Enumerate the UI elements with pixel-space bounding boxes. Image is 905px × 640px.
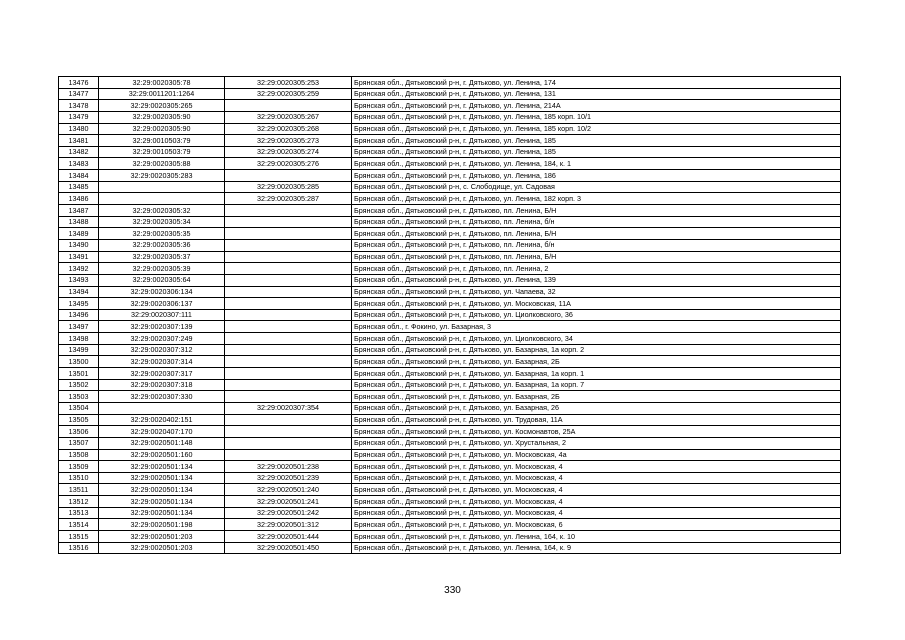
address-cell: Брянская обл., Дятьковский р-н, г. Дятьково, ул. Московская, 4 [352, 507, 841, 519]
table-row [59, 111, 841, 123]
row-number-cell: 13507 [59, 437, 99, 449]
linked-cadastral-number-cell [225, 286, 352, 298]
row-number-cell: 13493 [59, 274, 99, 286]
row-number-cell: 13484 [59, 170, 99, 182]
linked-cadastral-number-cell: 32:29:0020501:241 [225, 496, 352, 508]
address-cell: Брянская обл., Дятьковский р-н, г. Дятьково, ул. Московская, 4 [352, 461, 841, 473]
address-cell: Брянская обл., Дятьковский р-н, г. Дятьково, ул. Ленина, 186 [352, 170, 841, 182]
linked-cadastral-number-cell: 32:29:0020305:274 [225, 146, 352, 158]
cadastral-number-cell [99, 193, 225, 205]
table-row [59, 146, 841, 158]
cadastral-number-cell: 32:29:0020305:39 [99, 263, 225, 275]
address-cell: Брянская обл., Дятьковский р-н, г. Дятьково, ул. Ленина, 182 корп. 3 [352, 193, 841, 205]
linked-cadastral-number-cell [225, 414, 352, 426]
cadastral-number-cell: 32:29:0020306:137 [99, 298, 225, 310]
cadastral-number-cell: 32:29:0020305:34 [99, 216, 225, 228]
address-cell: Брянская обл., Дятьковский р-н, г. Дятьково, ул. Базарная, 1а корп. 7 [352, 379, 841, 391]
linked-cadastral-number-cell: 32:29:0020501:444 [225, 530, 352, 542]
row-number-cell: 13492 [59, 263, 99, 275]
row-number-cell: 13515 [59, 530, 99, 542]
row-number-cell: 13487 [59, 205, 99, 217]
table-row [59, 379, 841, 391]
cadastral-number-cell: 32:29:0020402:151 [99, 414, 225, 426]
table-row [59, 274, 841, 286]
row-number-cell: 13508 [59, 449, 99, 461]
cadastral-number-cell: 32:29:0020407:170 [99, 426, 225, 438]
linked-cadastral-number-cell [225, 368, 352, 380]
address-cell: Брянская обл., Дятьковский р-н, г. Дятьково, ул. Ленина, 185 [352, 146, 841, 158]
cadastral-number-cell: 32:29:0020307:111 [99, 309, 225, 321]
linked-cadastral-number-cell [225, 170, 352, 182]
address-cell: Брянская обл., Дятьковский р-н, г. Дятьково, ул. Ленина, 185 корп. 10/2 [352, 123, 841, 135]
address-cell: Брянская обл., Дятьковский р-н, г. Дятьково, ул. Ленина, 139 [352, 274, 841, 286]
cadastral-number-cell: 32:29:0020501:134 [99, 461, 225, 473]
table-row [59, 135, 841, 147]
row-number-cell: 13483 [59, 158, 99, 170]
cadastral-number-cell: 32:29:0020307:139 [99, 321, 225, 333]
cadastral-number-cell: 32:29:0020501:148 [99, 437, 225, 449]
address-cell: Брянская обл., Дятьковский р-н, г. Дятьково, ул. Базарная, 1а корп. 2 [352, 344, 841, 356]
cadastral-number-cell: 32:29:0020501:160 [99, 449, 225, 461]
address-cell: Брянская обл., Дятьковский р-н, г. Дятьково, ул. Хрустальная, 2 [352, 437, 841, 449]
cadastral-number-cell: 32:29:0020307:330 [99, 391, 225, 403]
address-cell: Брянская обл., Дятьковский р-н, г. Дятьково, ул. Базарная, 2Б [352, 356, 841, 368]
address-cell: Брянская обл., Дятьковский р-н, г. Дятьково, пл. Ленина, Б/Н [352, 228, 841, 240]
cadastral-number-cell: 32:29:0020307:318 [99, 379, 225, 391]
row-number-cell: 13495 [59, 298, 99, 310]
address-cell: Брянская обл., Дятьковский р-н, г. Дятьково, ул. Базарная, 26 [352, 402, 841, 414]
address-cell: Брянская обл., Дятьковский р-н, с. Слободище, ул. Садовая [352, 181, 841, 193]
row-number-cell: 13489 [59, 228, 99, 240]
row-number-cell: 13477 [59, 88, 99, 100]
cadastral-number-cell: 32:29:0020501:134 [99, 507, 225, 519]
cadastral-number-cell: 32:29:0020307:312 [99, 344, 225, 356]
cadastral-number-cell: 32:29:0020307:317 [99, 368, 225, 380]
row-number-cell: 13502 [59, 379, 99, 391]
cadastral-number-cell: 32:29:0020501:134 [99, 472, 225, 484]
cadastral-number-cell: 32:29:0020306:134 [99, 286, 225, 298]
linked-cadastral-number-cell: 32:29:0020501:240 [225, 484, 352, 496]
address-cell: Брянская обл., Дятьковский р-н, г. Дятьково, ул. Ленина, 174 [352, 77, 841, 89]
row-number-cell: 13504 [59, 402, 99, 414]
row-number-cell: 13505 [59, 414, 99, 426]
table-row [59, 286, 841, 298]
linked-cadastral-number-cell [225, 344, 352, 356]
registry-table [58, 76, 841, 554]
table-row [59, 496, 841, 508]
address-cell: Брянская обл., г. Фокино, ул. Базарная, 3 [352, 321, 841, 333]
address-cell: Брянская обл., Дятьковский р-н, г. Дятьково, ул. Базарная, 1а корп. 1 [352, 368, 841, 380]
cadastral-number-cell: 32:29:0020305:90 [99, 123, 225, 135]
cadastral-number-cell: 32:29:0020501:134 [99, 496, 225, 508]
address-cell: Брянская обл., Дятьковский р-н, г. Дятьково, ул. Ленина, 214А [352, 100, 841, 112]
address-cell: Брянская обл., Дятьковский р-н, г. Дятьково, пл. Ленина, 2 [352, 263, 841, 275]
table-row [59, 216, 841, 228]
table-row [59, 205, 841, 217]
cadastral-number-cell: 32:29:0020501:198 [99, 519, 225, 531]
linked-cadastral-number-cell [225, 321, 352, 333]
linked-cadastral-number-cell [225, 309, 352, 321]
cadastral-number-cell: 32:29:0020305:265 [99, 100, 225, 112]
linked-cadastral-number-cell [225, 239, 352, 251]
row-number-cell: 13480 [59, 123, 99, 135]
table-row [59, 321, 841, 333]
linked-cadastral-number-cell [225, 426, 352, 438]
row-number-cell: 13476 [59, 77, 99, 89]
cadastral-number-cell: 32:29:0010503:79 [99, 135, 225, 147]
table-row [59, 123, 841, 135]
row-number-cell: 13514 [59, 519, 99, 531]
linked-cadastral-number-cell [225, 379, 352, 391]
cadastral-number-cell: 32:29:0020305:35 [99, 228, 225, 240]
table-row [59, 344, 841, 356]
table-row [59, 298, 841, 310]
row-number-cell: 13488 [59, 216, 99, 228]
table-row [59, 402, 841, 414]
address-cell: Брянская обл., Дятьковский р-н, г. Дятьково, ул. Московская, 4 [352, 484, 841, 496]
address-cell: Брянская обл., Дятьковский р-н, г. Дятьково, ул. Циолковского, 36 [352, 309, 841, 321]
address-cell: Брянская обл., Дятьковский р-н, г. Дятьково, ул. Ленина, 164, к. 10 [352, 530, 841, 542]
address-cell: Брянская обл., Дятьковский р-н, г. Дятьково, ул. Московская, 11А [352, 298, 841, 310]
address-cell: Брянская обл., Дятьковский р-н, г. Дятьково, ул. Ленина, 185 корп. 10/1 [352, 111, 841, 123]
linked-cadastral-number-cell [225, 437, 352, 449]
cadastral-number-cell: 32:29:0020305:64 [99, 274, 225, 286]
linked-cadastral-number-cell: 32:29:0020307:354 [225, 402, 352, 414]
row-number-cell: 13497 [59, 321, 99, 333]
address-cell: Брянская обл., Дятьковский р-н, г. Дятьково, пл. Ленина, б/н [352, 239, 841, 251]
address-cell: Брянская обл., Дятьковский р-н, г. Дятьково, ул. Московская, 4 [352, 472, 841, 484]
cadastral-number-cell: 32:29:0020307:249 [99, 333, 225, 345]
row-number-cell: 13485 [59, 181, 99, 193]
row-number-cell: 13490 [59, 239, 99, 251]
row-number-cell: 13498 [59, 333, 99, 345]
address-cell: Брянская обл., Дятьковский р-н, г. Дятьково, ул. Московская, 4а [352, 449, 841, 461]
row-number-cell: 13479 [59, 111, 99, 123]
cadastral-number-cell: 32:29:0020305:283 [99, 170, 225, 182]
table-row [59, 251, 841, 263]
table-row [59, 77, 841, 89]
table-row [59, 484, 841, 496]
linked-cadastral-number-cell: 32:29:0020305:253 [225, 77, 352, 89]
table-row [59, 437, 841, 449]
linked-cadastral-number-cell: 32:29:0020305:267 [225, 111, 352, 123]
address-cell: Брянская обл., Дятьковский р-н, г. Дятьково, ул. Московская, 6 [352, 519, 841, 531]
address-cell: Брянская обл., Дятьковский р-н, г. Дятьково, ул. Трудовая, 11А [352, 414, 841, 426]
table-row [59, 449, 841, 461]
row-number-cell: 13506 [59, 426, 99, 438]
table-row [59, 193, 841, 205]
linked-cadastral-number-cell: 32:29:0020501:242 [225, 507, 352, 519]
table-row [59, 100, 841, 112]
cadastral-number-cell [99, 181, 225, 193]
table-row [59, 519, 841, 531]
address-cell: Брянская обл., Дятьковский р-н, г. Дятьково, ул. Космонавтов, 25А [352, 426, 841, 438]
table-row [59, 391, 841, 403]
table-row [59, 228, 841, 240]
row-number-cell: 13516 [59, 542, 99, 554]
linked-cadastral-number-cell [225, 205, 352, 217]
table-row [59, 239, 841, 251]
table-row [59, 158, 841, 170]
cadastral-number-cell: 32:29:0020501:203 [99, 530, 225, 542]
row-number-cell: 13509 [59, 461, 99, 473]
linked-cadastral-number-cell: 32:29:0020305:273 [225, 135, 352, 147]
row-number-cell: 13481 [59, 135, 99, 147]
cadastral-number-cell: 32:29:0020501:134 [99, 484, 225, 496]
linked-cadastral-number-cell: 32:29:0020305:259 [225, 88, 352, 100]
table-row [59, 414, 841, 426]
row-number-cell: 13500 [59, 356, 99, 368]
table-row [59, 472, 841, 484]
cadastral-number-cell: 32:29:0020305:88 [99, 158, 225, 170]
table-row [59, 542, 841, 554]
linked-cadastral-number-cell: 32:29:0020305:285 [225, 181, 352, 193]
table-row [59, 426, 841, 438]
cadastral-number-cell: 32:29:0020305:37 [99, 251, 225, 263]
table-row [59, 356, 841, 368]
linked-cadastral-number-cell [225, 251, 352, 263]
table-row [59, 181, 841, 193]
linked-cadastral-number-cell [225, 228, 352, 240]
row-number-cell: 13510 [59, 472, 99, 484]
address-cell: Брянская обл., Дятьковский р-н, г. Дятьково, ул. Московская, 4 [352, 496, 841, 508]
address-cell: Брянская обл., Дятьковский р-н, г. Дятьково, ул. Ленина, 184, к. 1 [352, 158, 841, 170]
row-number-cell: 13501 [59, 368, 99, 380]
linked-cadastral-number-cell [225, 356, 352, 368]
linked-cadastral-number-cell: 32:29:0020501:239 [225, 472, 352, 484]
cadastral-number-cell: 32:29:0010503:79 [99, 146, 225, 158]
row-number-cell: 13503 [59, 391, 99, 403]
cadastral-number-cell: 32:29:0020305:78 [99, 77, 225, 89]
table-row [59, 368, 841, 380]
table-row [59, 333, 841, 345]
address-cell: Брянская обл., Дятьковский р-н, г. Дятьково, ул. Ленина, 131 [352, 88, 841, 100]
linked-cadastral-number-cell: 32:29:0020305:276 [225, 158, 352, 170]
address-cell: Брянская обл., Дятьковский р-н, г. Дятьково, пл. Ленина, Б/Н [352, 251, 841, 263]
row-number-cell: 13494 [59, 286, 99, 298]
table-row [59, 263, 841, 275]
linked-cadastral-number-cell: 32:29:0020501:450 [225, 542, 352, 554]
linked-cadastral-number-cell: 32:29:0020501:312 [225, 519, 352, 531]
table-row [59, 170, 841, 182]
cadastral-number-cell: 32:29:0020307:314 [99, 356, 225, 368]
linked-cadastral-number-cell [225, 274, 352, 286]
linked-cadastral-number-cell [225, 100, 352, 112]
row-number-cell: 13513 [59, 507, 99, 519]
cadastral-number-cell: 32:29:0020501:203 [99, 542, 225, 554]
row-number-cell: 13486 [59, 193, 99, 205]
table-row [59, 530, 841, 542]
table-row [59, 507, 841, 519]
row-number-cell: 13499 [59, 344, 99, 356]
table-row [59, 461, 841, 473]
linked-cadastral-number-cell [225, 216, 352, 228]
row-number-cell: 13482 [59, 146, 99, 158]
linked-cadastral-number-cell: 32:29:0020501:238 [225, 461, 352, 473]
address-cell: Брянская обл., Дятьковский р-н, г. Дятьково, ул. Чапаева, 32 [352, 286, 841, 298]
cadastral-number-cell: 32:29:0020305:32 [99, 205, 225, 217]
cadastral-number-cell: 32:29:0020305:90 [99, 111, 225, 123]
cadastral-number-cell: 32:29:0011201:1264 [99, 88, 225, 100]
table-row [59, 309, 841, 321]
linked-cadastral-number-cell [225, 391, 352, 403]
cadastral-number-cell [99, 402, 225, 414]
row-number-cell: 13491 [59, 251, 99, 263]
row-number-cell: 13511 [59, 484, 99, 496]
address-cell: Брянская обл., Дятьковский р-н, г. Дятьково, ул. Базарная, 2Б [352, 391, 841, 403]
linked-cadastral-number-cell [225, 449, 352, 461]
row-number-cell: 13496 [59, 309, 99, 321]
address-cell: Брянская обл., Дятьковский р-н, г. Дятьково, пл. Ленина, б/н [352, 216, 841, 228]
linked-cadastral-number-cell [225, 298, 352, 310]
address-cell: Брянская обл., Дятьковский р-н, г. Дятьково, ул. Ленина, 185 [352, 135, 841, 147]
linked-cadastral-number-cell: 32:29:0020305:287 [225, 193, 352, 205]
table-row [59, 88, 841, 100]
row-number-cell: 13478 [59, 100, 99, 112]
linked-cadastral-number-cell [225, 263, 352, 275]
cadastral-number-cell: 32:29:0020305:36 [99, 239, 225, 251]
page-number: 330 [444, 585, 461, 596]
linked-cadastral-number-cell [225, 333, 352, 345]
linked-cadastral-number-cell: 32:29:0020305:268 [225, 123, 352, 135]
row-number-cell: 13512 [59, 496, 99, 508]
address-cell: Брянская обл., Дятьковский р-н, г. Дятьково, ул. Циолковского, 34 [352, 333, 841, 345]
address-cell: Брянская обл., Дятьковский р-н, г. Дятьково, пл. Ленина, Б/Н [352, 205, 841, 217]
registry-table-body [59, 77, 841, 554]
address-cell: Брянская обл., Дятьковский р-н, г. Дятьково, ул. Ленина, 164, к. 9 [352, 542, 841, 554]
